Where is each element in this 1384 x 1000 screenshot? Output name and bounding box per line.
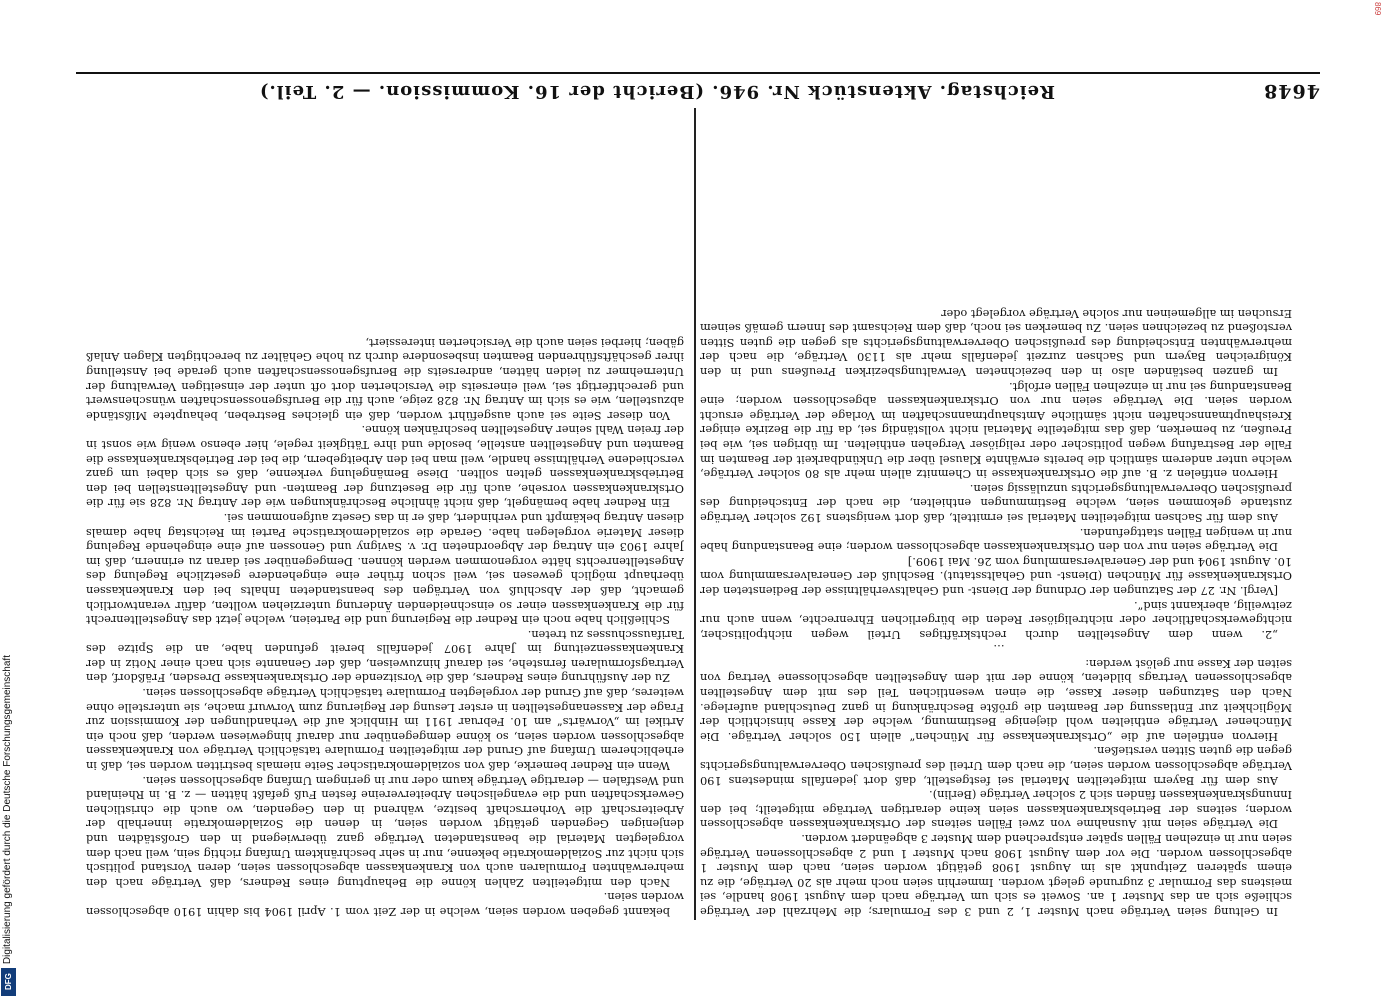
paragraph: Zu der Ausführung eines Redners, daß die Vorsitzende der Ortskrankenkasse Dresden, Fräßdorf, den Vertragsformularen fernstehe, sei darauf hinzuweisen, daß der Genannte sich nach einer Notiz in der Krankenkassenzeitung im Jahre 1907 jedenfalls bereit gefunden habe, an die Spitze des Tarifausschusses zu treten. — [86, 627, 684, 685]
page-header — [76, 72, 1320, 106]
paragraph: … — [987, 642, 1005, 656]
paragraph: Aus dem für Sachsen mitgeteilten Material sei ermittelt, daß dort wenigstens 192 solcher Verträge zustande gekommen seien, welche Bestimmungen enthielten, die nach der Entscheidung des preußischen Oberverwaltungsgerichts unzulässig seien. — [700, 481, 1292, 524]
paragraph: [Vergl. Nr. 27 der Satzungen der Ordnung der Dienst- und Gehaltsverhältnisse der Bediensteten der Ortskrankenkasse für München (Dienst- und Gehaltsstatut). Beschluß der Generalversammlung vom 10. August 1904 und der Generalversammlung vom 26. Mai 1909.] — [700, 554, 1292, 597]
paragraph: Nach den mitgeteilten Zahlen könne die Behauptung eines Redners, daß Verträge nach den mehrerwähnten Formularen auch von Krankenkassen abgeschlossen seien, deren Vorstand politisch sich nicht zur Sozialdemokratie bekenne, nur in sehr beschränktem Umfang richtig sein, weil nach dem vorgelegten Material die beanstandeten Verträge ganz überwiegend in den Großstädten und denjenigen Gegenden getätigt worden seien, in denen die Sozialdemokratie innerhalb der Arbeiterschaft die Vorherrschaft besitze, während in den Gegenden, wo auch die christlichen Gewerkschaften und die evangelischen Arbeitervereine festen Fuß gefaßt hätten — z. B. in Rheinland und Westfalen — derartige Verträge kaum oder nur in geringem Umfang abgeschlossen seien. — [86, 773, 684, 889]
right-text-column — [86, 110, 684, 918]
paragraph: bekannt gegeben worden seien, welche in der Zeit vom 1. April 1904 bis dahin 1910 abgeschlossen worden seien. — [86, 890, 684, 918]
paragraph: Schließlich habe noch ein Redner die Regierung und die Parteien, welche jetzt das Angestelltenrecht für die Krankenkassen einer so einschneidenden Änderung unterziehen wollten, dafür verantwortlich gemacht, daß der Abschluß von Verträgen des beanstandeten Inhalts bei den Krankenkassen überhaupt möglich gewesen sei, weil schon früher eine eingehendere gesetzliche Regelung des Angestelltenrechts hätte vorgenommen werden können. Demgegenüber sei daran zu erinnern, daß im Jahre 1903 ein Antrag der Abgeordneten Dr. v. Savigny und Genossen auf eine eingehende Regelung dieser Materie vorgelegen habe. Gerade die sozialdemokratische Partei im Reichstag habe damals diesen Antrag bekämpft und verhindert, daß er in das Gesetz aufgenommen sei. — [86, 510, 684, 627]
page-number: 4648 — [1263, 80, 1320, 102]
dfg-logo: DFG — [1, 968, 16, 996]
paragraph: Die Verträge seien mit Ausnahme von zwei Fällen seitens der Ortskrankenkassen abgeschlossen worden; seitens der Betriebskrankenkassen seien keine derartigen Verträge mitgeteilt; bei den Innungskrankenkassen fänden sich 2 solcher Verträge (Berlin). — [700, 788, 1292, 831]
paragraph: Wenn ein Redner bemerke, daß von sozialdemokratischer Seite niemals bestritten worden sei, daß in erheblicherem Umfang auf Grund der mitgeteilten Formulare tatsächlich Verträge von Krankenkassen abgeschlossen worden seien, so könne demgegenüber nur darauf hingewiesen werden, daß noch ein Artikel im „Vorwärts“ am 10. Februar 1911 im Hinblick auf die Verhandlungen der Kommission zur Frage der Kassenangestellten in erster Lesung der Regierung zum Vorwurf mache, sie unterstelle ohne weiteres, daß auf Grund der vorgelegten Formulare tatsächlich Verträge abgeschlossen seien. — [86, 686, 684, 773]
credit-text: Digitalisierung gefördert durch die Deutsche Forschungsgemeinschaft — [2, 654, 13, 964]
corner-mark: 869 — [1373, 2, 1382, 16]
page-title: Reichstag. Aktenstück Nr. 946. (Bericht der 16. Kommission. — 2. Teil.) — [259, 81, 1055, 102]
paragraph: Ein Redner habe bemängelt, daß nicht ähnliche Beschränkungen wie der Antrag Nr. 828 sie für die Ortskrankenkassen vorsehe, auch für die Besetzung der Beamten- und Angestelltenstellen bei den Betriebskrankenkassen gelten sollten. Diese Bemängelung verkenne, daß es sich dabei um ganz verschiedene Verhältnisse handle, weil man bei den Arbeitgebern, die bei der Betriebskrankenkasse die Beamten und Angestellten anstelle, besolde und ihre Tätigkeit regele, hier ebenso wenig wie sonst in der freien Wahl seiner Angestellten beschränken könne. — [86, 423, 684, 510]
paragraph: Aus dem für Bayern mitgeteilten Material sei festgestellt, daß dort jedenfalls mindestens 190 Verträge abgeschlossen worden seien, die nach dem Urteil des preußischen Oberverwaltungsgerichts gegen die guten Sitten verstießen. — [700, 744, 1292, 787]
paragraph: Hiervon entfielen z. B. auf die Ortskrankenkasse in Chemnitz allein mehr als 80 solcher Verträge, welche unter anderem sämtlich die bereits erwähnte Klausel über die Unkündbarkeit der Beamten im Falle der Bestrafung wegen politischer oder religiöser Vergehen enthielten. Im übrigen sei, wie bei Preußen, zu bemerken, daß das mitgeteilte Material nicht vollständig sei, da für die Bezirke einiger Kreishauptmannschaften nicht sämtliche Amtshauptmannschaften im Vorlage der Verträge ersucht worden seien. Die Verträge seien nur von Ortskrankenkassen abgeschlossen worden; eine Beanstandung sei nur in einzelnen Fällen erfolgt. — [700, 379, 1292, 481]
paragraph: Im ganzen beständen also in den bezeichneten Verwaltungsbezirken Preußens und in den Königreichen Bayern und Sachsen zurzeit jedenfalls mehr als 1130 Verträge, die nach der mehrerwähnten Entscheidung des preußischen Oberverwaltungsgerichts als gegen die guten Sitten verstoßend zu bezeichnen seien. Zu bemerken sei noch, daß dem Reichsamt des Innern gemäß seinem Ersuchen im allgemeinen nur solche Verträge vorgelegt oder — [700, 306, 1292, 379]
column-divider — [694, 108, 696, 920]
paragraph: Hiervon entfielen auf die „Ortskrankenkasse für München“ allein 150 solcher Verträge. Die Münchener Verträge enthielten wohl diejenige Bestimmung, welche der Kasse hinsichtlich der Möglichkeit zur Entlassung der Beamten die größte Beschränkung in ganz Deutschland auferlege. Nach den Satzungen dieser Kasse, die einen wesentlichen Teil des mit dem Angestellten abgeschlossenen Vertrags bildeten, könne der mit dem Angestellten abgeschlossene Vertrag von seiten der Kasse nur gelöst werden: — [700, 656, 1292, 743]
paragraph: In Geltung seien Verträge nach Muster 1, 2 und 3 des Formulars; die Mehrzahl der Verträge schließe sich an das Muster 1 an. Soweit es sich um Verträge nach dem August 1908 handle, sei meistens das Formular 3 zugrunde gelegt worden. Immerhin seien noch mehr als 20 Verträge, die zu einem späteren Zeitpunkt als im August 1908 getätigt worden seien, nach dem Muster 1 abgeschlossen worden. Die vor dem August 1908 nach Muster 1 und 2 abgeschlossenen Verträge seien nur in einzelnen Fällen später entsprechend dem Muster 3 abgeändert worden. — [700, 832, 1292, 918]
paragraph: Die Verträge seien nur von den Ortskrankenkassen abgeschlossen worden; eine Beanstandung habe nur in wenigen Fällen stattgefunden. — [700, 525, 1292, 554]
left-text-column — [700, 110, 1292, 918]
paragraph: „2. wenn dem Angestellten durch rechtskräftiges Urteil wegen nichtpolitischer, nichtgewerkschaftlicher oder nichtreligiöser Reden die bürgerlichen Ehrenrechte, wenn auch nur zeitweilig, aberkannt sind“. — [700, 598, 1292, 641]
paragraph: Von dieser Seite sei auch ausgeführt worden, daß ein gleiches Bestreben, behauptete Mißstände abzustellen, wie es sich im Antrag Nr. 828 zeige, auch für die Berufsgenossenschaften wünschenswert und gerechtfertigt sei, weil einerseits die Versicherten dort oft unter der einseitigen Verwaltung der Unternehmer zu leiden hätten, andrerseits die Berufsgenossenschaften auch gerade bei Anstellung ihrer geschäftsführenden Beamten insbesondere durch zu hohe Gehälter zu berechtigten Klagen Anlaß gäben; hierbei seien auch die Versicherten interessiert, — [86, 335, 684, 422]
